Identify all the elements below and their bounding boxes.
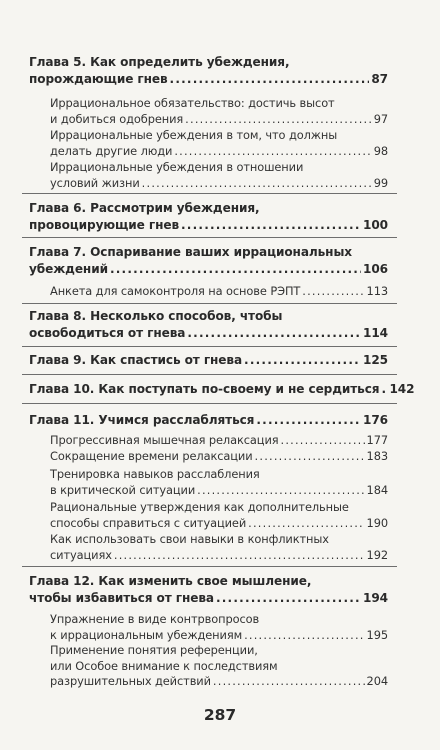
toc-chapter-5[interactable] [29,54,388,88]
chapter-title-line: освободиться от гнева ..... 114 [29,325,388,342]
page-ref: 183 [366,449,388,463]
toc-chapter-9[interactable] [29,352,388,369]
page-ref: 184 [366,482,388,497]
chapter-title-line: порождающие гнев ..... 87 [29,71,388,88]
page-ref: 194 [363,591,388,605]
toc-chapter-11[interactable] [29,412,388,429]
divider [22,193,397,194]
chapter-title-line: чтобы избавиться от гнева ..... 194 [29,590,388,607]
page-ref: 190 [366,515,388,530]
page-ref: 100 [363,218,388,232]
toc-chapter-7[interactable] [29,244,388,278]
page-ref: 113 [366,284,388,298]
chapter-title-line: Глава 9. Как спастись от гнева ..... 125 [29,352,388,369]
toc-section[interactable]: Тренировка навыков расслабления в критической ситуации ..... 184 [50,467,388,498]
page-ref: 87 [371,72,388,86]
chapter-title-line: Глава 10. Как поступать по-своему и не сердиться ..... 142 [29,381,388,398]
leader-dots [302,284,364,300]
chapter-title-line: Глава 12. Как изменить свое мышление, [29,574,312,588]
page-ref: 114 [363,326,388,340]
toc-section[interactable]: Иррациональные убеждения в том, что должны делать другие люди ..... 98 [50,128,388,159]
leader-dots [114,548,365,564]
leader-dots [185,112,372,128]
leader-dots [248,516,364,532]
page-ref: 192 [366,547,388,562]
divider [22,374,397,375]
leader-dots [142,176,372,192]
leader-dots [170,71,370,88]
page-ref: 177 [366,433,388,447]
chapter-title-line: провоцирующие гнев ..... 100 [29,217,388,234]
toc-chapter-12[interactable] [29,573,388,607]
leader-dots [197,483,364,499]
page-ref: 97 [373,111,388,126]
chapter-title-line: Глава 11. Учимся расслабляться ..... 176 [29,412,388,429]
toc-chapter-6[interactable] [29,200,388,234]
chapter-title-line: Глава 8. Несколько способов, чтобы [29,309,283,323]
leader-dots [216,590,361,607]
toc-section[interactable]: Как использовать свои навыки в конфликтных ситуациях ..... 192 [50,532,388,563]
toc-section[interactable]: Рациональные утверждения как дополнительные способы справиться с ситуацией ..... 190 [50,500,388,531]
leader-dots [256,412,361,429]
leader-dots [244,628,364,644]
toc-section[interactable]: Сокращение времени релаксации ..... 183 [50,449,388,465]
page-ref: 106 [363,262,388,276]
divider [22,237,397,238]
leader-dots [174,144,371,160]
page-ref: 176 [363,413,388,427]
chapter-title-line: Глава 5. Как определить убеждения, [29,55,290,69]
toc-section[interactable]: Упражнение в виде контрвопросов к иррациональным убеждениям ..... 195 [50,612,388,643]
toc-chapter-10[interactable] [29,381,415,398]
leader-dots [281,433,365,449]
chapter-title-line: Глава 7. Оспаривание ваших иррациональных [29,245,352,259]
chapter-title-line: Глава 6. Рассмотрим убеждения, [29,201,260,215]
chapter-title-line: убеждений ..... 106 [29,261,388,278]
toc-section[interactable]: Иррациональное обязательство: достичь высот и добиться одобрения ..... 97 [50,96,388,127]
page-ref: 125 [363,353,388,367]
toc-section[interactable]: Прогрессивная мышечная релаксация ..... 177 [50,433,388,449]
leader-dots [110,261,361,278]
toc-section[interactable]: Иррациональные убеждения в отношении условий жизни ..... 99 [50,160,388,191]
leader-dots [181,217,361,234]
page-number: 287 [203,706,237,724]
leader-dots [255,449,365,465]
leader-dots [244,352,361,369]
page-ref: 204 [366,674,388,688]
page-ref: 98 [373,143,388,158]
page-ref: 99 [373,175,388,190]
divider [22,403,397,404]
leader-dots [213,674,365,690]
divider [22,566,397,567]
toc-chapter-8[interactable] [29,308,388,342]
toc-section[interactable]: Анкета для самоконтроля на основе РЭПТ ..... 113 [50,284,388,300]
divider [22,303,397,304]
leader-dots [187,325,361,342]
page-ref: 195 [366,627,388,642]
page-ref: 142 [389,382,415,396]
toc-section[interactable]: Применение понятия референции, или Особое внимание к последствиям разрушительных действий ..... 204 [50,643,388,690]
leader-dots [381,381,387,398]
divider [22,346,397,347]
